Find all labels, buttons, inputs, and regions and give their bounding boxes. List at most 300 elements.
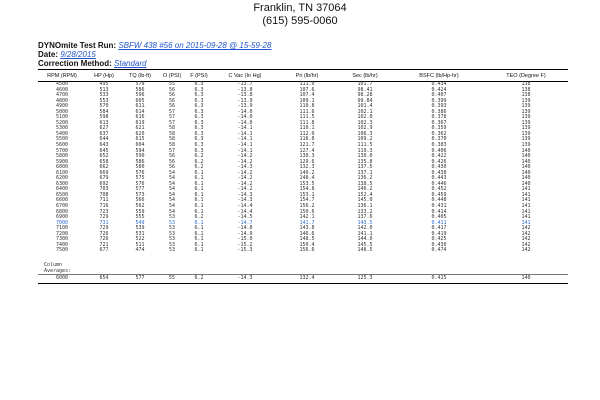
- table-cell: 137.6: [357, 214, 373, 221]
- table-cell: 6.1: [194, 197, 204, 204]
- table-cell: 615: [135, 136, 145, 143]
- table-cell: -14.2: [237, 153, 253, 160]
- table-cell: 5400: [55, 130, 69, 137]
- table-cell: 6.1: [194, 175, 204, 182]
- table-cell: 156.2: [299, 203, 315, 210]
- table-cell: 604: [135, 142, 145, 149]
- date-link[interactable]: 9/28/2015: [60, 50, 96, 59]
- table-cell: 573: [135, 191, 145, 198]
- table-cell: 139: [521, 97, 531, 104]
- table-cell: 142: [521, 225, 531, 232]
- table-cell: 5500: [55, 136, 69, 143]
- table-cell: 136.1: [357, 203, 373, 210]
- table-cell: 56: [168, 158, 176, 165]
- table-cell: 53: [168, 236, 176, 243]
- table-cell: 539: [135, 225, 145, 232]
- column-header-hp: HP (Hp): [86, 70, 122, 82]
- table-cell: 0.426: [431, 158, 447, 165]
- table-cell: 533: [99, 92, 109, 99]
- column-header-secondary: Sec (lb/hr): [336, 70, 394, 82]
- table-cell: 5900: [55, 158, 69, 165]
- column-header-rpm: RPM (RPM): [38, 70, 86, 82]
- table-cell: 139: [521, 119, 531, 126]
- table-cell: 0.407: [431, 92, 447, 99]
- table-cell: 6.3: [194, 147, 204, 154]
- table-cell: -14.0: [237, 108, 253, 115]
- table-cell: -14.3: [212, 274, 278, 283]
- table-cell: 54: [168, 197, 176, 204]
- table-cell: 5100: [55, 114, 69, 121]
- table-cell: 98.28: [357, 92, 373, 99]
- table-cell: 138: [521, 86, 531, 93]
- table-cell: 139: [521, 125, 531, 132]
- averages-label-line2: Averages:: [44, 267, 72, 274]
- table-cell: 5600: [55, 142, 69, 149]
- table-cell: 0.419: [431, 230, 447, 237]
- table-cell: 101.7: [357, 81, 373, 87]
- table-cell: 137.1: [357, 169, 373, 176]
- table-cell: 119.3: [357, 147, 373, 154]
- table-cell: 6.1: [194, 169, 204, 176]
- column-header-fuel-pressure: F (PSI): [186, 70, 212, 82]
- table-cell: 6.1: [194, 230, 204, 237]
- table-cell: 576: [135, 169, 145, 176]
- table-cell: 0.405: [431, 214, 447, 221]
- table-cell: 140: [521, 153, 531, 160]
- table-cell: 6.1: [194, 247, 204, 254]
- table-cell: -14.1: [237, 147, 253, 154]
- table-cell: 116.8: [299, 136, 315, 143]
- table-cell: 513: [99, 86, 109, 93]
- table-cell: 111.5: [357, 142, 373, 149]
- table-cell: 511: [135, 241, 145, 248]
- table-cell: 679: [99, 175, 109, 182]
- table-cell: 6.3: [194, 114, 204, 121]
- table-cell: 658: [99, 158, 109, 165]
- table-cell: 152.4: [357, 191, 373, 198]
- table-cell: 729: [99, 214, 109, 221]
- table-cell: 522: [135, 236, 145, 243]
- table-cell: 110.1: [299, 125, 315, 132]
- table-cell: -13.8: [237, 92, 253, 99]
- table-cell: 0.422: [431, 153, 447, 160]
- table-cell: 55: [168, 81, 176, 87]
- table-cell: 726: [99, 236, 109, 243]
- table-cell: 7000: [55, 219, 69, 226]
- table-cell: 555: [135, 214, 145, 221]
- table-cell: -14.9: [237, 230, 253, 237]
- table-cell: 6.1: [194, 236, 204, 243]
- table-cell: 6400: [55, 186, 69, 193]
- table-cell: 0.424: [431, 86, 447, 93]
- table-cell: 0.383: [431, 142, 447, 149]
- table-cell: 549: [135, 219, 145, 226]
- table-cell: 0.378: [431, 114, 447, 121]
- table-cell: 6000: [38, 274, 86, 283]
- table-cell: -15.0: [237, 236, 253, 243]
- table-cell: 5800: [55, 153, 69, 160]
- table-cell: 109.2: [357, 136, 373, 143]
- table-cell: 111.8: [299, 119, 315, 126]
- table-cell: 0.367: [431, 119, 447, 126]
- table-cell: 141.7: [299, 219, 315, 226]
- table-cell: -14.3: [237, 191, 253, 198]
- table-cell: 142: [521, 247, 531, 254]
- table-cell: 58: [168, 130, 176, 137]
- table-cell: 125.3: [336, 274, 394, 283]
- table-cell: -14.2: [237, 169, 253, 176]
- table-cell: 6300: [55, 180, 69, 187]
- table-cell: 645: [99, 147, 109, 154]
- table-cell: 620: [135, 130, 145, 137]
- table-cell: 141: [521, 208, 531, 215]
- table-cell: 669: [99, 169, 109, 176]
- table-cell: 5000: [55, 108, 69, 115]
- table-cell: 594: [135, 147, 145, 154]
- table-cell: 6.2: [194, 153, 204, 160]
- table-cell: 598: [99, 114, 109, 121]
- table-cell: 6700: [55, 203, 69, 210]
- table-cell: -13.8: [237, 86, 253, 93]
- table-cell: 148.5: [357, 247, 373, 254]
- table-cell: 613: [99, 119, 109, 126]
- table-cell: 139: [521, 114, 531, 121]
- table-cell: 133.2: [357, 208, 373, 215]
- table-cell: 111.6: [299, 108, 315, 115]
- table-cell: 111.0: [299, 81, 315, 87]
- date-row: [38, 50, 271, 59]
- table-cell: 146.2: [357, 186, 373, 193]
- table-cell: 6.3: [194, 130, 204, 137]
- averages-row: [38, 274, 568, 283]
- table-cell: 129.6: [299, 158, 315, 165]
- table-cell: 0.434: [431, 81, 447, 87]
- table-cell: 0.431: [431, 203, 447, 210]
- table-cell: 584: [99, 108, 109, 115]
- table-cell: 138.5: [357, 180, 373, 187]
- table-cell: 495: [99, 81, 109, 87]
- table-cell: 54: [168, 169, 176, 176]
- table-cell: 53: [168, 219, 176, 226]
- date-label: Date:: [38, 50, 59, 59]
- table-cell: -14.0: [237, 119, 253, 126]
- table-cell: -14.3: [237, 197, 253, 204]
- table-cell: 6.3: [194, 142, 204, 149]
- table-cell: 0.399: [431, 97, 447, 104]
- table-cell: 474: [135, 247, 145, 254]
- dyno-data-table: [38, 69, 568, 284]
- table-cell: 6.3: [194, 92, 204, 99]
- table-cell: 111.5: [299, 114, 315, 121]
- table-cell: 138: [521, 81, 531, 87]
- phone-line: (615) 595-0060: [262, 15, 338, 27]
- table-cell: 531: [135, 230, 145, 237]
- table-cell: 0.474: [431, 247, 447, 254]
- column-header-bsfc: BSFC (lb/Hp-hr): [394, 70, 484, 82]
- table-cell: 605: [135, 97, 145, 104]
- table-cell: 5700: [55, 147, 69, 154]
- column-header-tq: TQ (lb-ft): [122, 70, 158, 82]
- table-body: [38, 82, 568, 254]
- table-cell: 102.9: [357, 125, 373, 132]
- table-cell: 57: [168, 147, 176, 154]
- table-cell: -13.9: [237, 103, 253, 110]
- table-cell: -15.3: [237, 247, 253, 254]
- table-cell: 102.3: [357, 119, 373, 126]
- table-cell: 140: [521, 180, 531, 187]
- table-cell: 56: [168, 164, 176, 171]
- table-cell: 6.2: [194, 158, 204, 165]
- column-header-oil-pressure: O (PSI): [158, 70, 186, 82]
- table-cell: 577: [122, 274, 158, 283]
- column-header-vacuum: C Vac (In Hg): [212, 70, 278, 82]
- table-cell: 0.370: [431, 136, 447, 143]
- table-cell: 731: [99, 219, 109, 226]
- table-cell: 0.414: [431, 208, 447, 215]
- table-cell: 139: [521, 142, 531, 149]
- table-cell: 644: [99, 136, 109, 143]
- table-cell: 723: [99, 208, 109, 215]
- table-cell: -15.2: [237, 241, 253, 248]
- test-run-row: [38, 41, 271, 50]
- table-header-row: [38, 70, 568, 82]
- table-cell: 6200: [55, 175, 69, 182]
- table-cell: -14.2: [237, 180, 253, 187]
- table-cell: 619: [135, 119, 145, 126]
- table-cell: 729: [99, 225, 109, 232]
- table-cell: -14.0: [237, 114, 253, 121]
- table-cell: 4500: [55, 81, 69, 87]
- table-cell: 141.1: [357, 230, 373, 237]
- table-cell: 0.406: [431, 147, 447, 154]
- table-cell: 58: [168, 136, 176, 143]
- table-cell: 55: [158, 274, 186, 283]
- spacer-row: [38, 254, 568, 262]
- table-cell: 54: [168, 180, 176, 187]
- table-cell: 5300: [55, 125, 69, 132]
- table-cell: 56: [168, 103, 176, 110]
- table-cell: 614: [135, 108, 145, 115]
- table-cell: 6600: [55, 197, 69, 204]
- table-cell: 590: [135, 153, 145, 160]
- table-cell: 4700: [55, 92, 69, 99]
- table-cell: 58: [168, 142, 176, 149]
- table-cell: -14.2: [237, 158, 253, 165]
- table-cell: 6100: [55, 169, 69, 176]
- table-cell: 53: [168, 225, 176, 232]
- table-cell: 0.452: [431, 186, 447, 193]
- table-cell: 139: [521, 130, 531, 137]
- table-cell: 140: [521, 164, 531, 171]
- table-cell: 6.3: [194, 136, 204, 143]
- table-cell: -14.1: [237, 130, 253, 137]
- table-cell: 150.6: [299, 208, 315, 215]
- spacer-cell: [38, 254, 568, 262]
- table-cell: 692: [99, 180, 109, 187]
- table-cell: 5200: [55, 119, 69, 126]
- table-cell: 6.1: [194, 186, 204, 193]
- table-cell: 6800: [55, 208, 69, 215]
- table-cell: 6.3: [194, 86, 204, 93]
- test-run-link[interactable]: SBFW 438 #56 on 2015-09-28 @ 15-59-28: [118, 41, 272, 50]
- table-cell: 139: [521, 108, 531, 115]
- table-cell: 153.5: [299, 180, 315, 187]
- table-cell: -13.7: [237, 81, 253, 87]
- table-cell: 6.1: [194, 191, 204, 198]
- table-cell: 6.2: [186, 274, 212, 283]
- table-cell: 6.1: [194, 203, 204, 210]
- table-cell: 139: [521, 136, 531, 143]
- column-header-teo: TEO (Degree F): [484, 70, 568, 82]
- table-cell: 130.0: [357, 153, 373, 160]
- table-cell: 102.0: [357, 114, 373, 121]
- table-cell: -14.4: [237, 203, 253, 210]
- table-cell: 0.448: [431, 197, 447, 204]
- table-cell: 6.2: [194, 214, 204, 221]
- table-cell: 6.3: [194, 97, 204, 104]
- table-cell: 140: [521, 169, 531, 176]
- table-cell: 127.4: [299, 147, 315, 154]
- table-cell: 0.386: [431, 108, 447, 115]
- table-cell: 156.6: [299, 247, 315, 254]
- table-cell: -14.2: [237, 186, 253, 193]
- table-cell: 141: [521, 203, 531, 210]
- table-cell: 566: [135, 197, 145, 204]
- table-cell: 112.0: [299, 130, 315, 137]
- table-cell: 139: [521, 103, 531, 110]
- table-cell: -14.4: [237, 208, 253, 215]
- table-cell: 0.415: [394, 274, 484, 283]
- table-cell: 6.3: [194, 108, 204, 115]
- table-cell: 102.1: [357, 108, 373, 115]
- table-cell: 621: [135, 125, 145, 132]
- table-cell: 53: [168, 241, 176, 248]
- table-cell: 6.3: [194, 103, 204, 110]
- table-cell: 559: [135, 208, 145, 215]
- table-cell: 580: [135, 164, 145, 171]
- table-cell: 140: [484, 274, 568, 283]
- table-cell: 6500: [55, 191, 69, 198]
- table-cell: 54: [168, 203, 176, 210]
- correction-row: [38, 59, 271, 68]
- table-cell: 53: [168, 230, 176, 237]
- table-cell: 6.3: [194, 119, 204, 126]
- table-cell: 154.8: [299, 186, 315, 193]
- table-cell: -14.7: [237, 219, 253, 226]
- table-cell: 148.4: [299, 175, 315, 182]
- table-cell: 142.0: [357, 225, 373, 232]
- table-cell: 703: [99, 186, 109, 193]
- table-cell: 130.3: [299, 153, 315, 160]
- table-cell: 721: [99, 241, 109, 248]
- table-cell: -14.3: [237, 164, 253, 171]
- table-cell: 4800: [55, 97, 69, 104]
- table-cell: 6900: [55, 214, 69, 221]
- table-cell: 140: [521, 147, 531, 154]
- table-cell: 596: [135, 92, 145, 99]
- table-cell: 7300: [55, 236, 69, 243]
- table-cell: 146.6: [299, 230, 315, 237]
- table-cell: 56: [168, 153, 176, 160]
- table-cell: 140.2: [299, 169, 315, 176]
- table-cell: 6.1: [194, 208, 204, 215]
- table-cell: 56: [168, 97, 176, 104]
- table-cell: 56: [168, 92, 176, 99]
- table-cell: 6.1: [194, 219, 204, 226]
- table-cell: 553: [99, 97, 109, 104]
- table-cell: -14.1: [237, 125, 253, 132]
- table-cell: 54: [168, 175, 176, 182]
- table-cell: 109.1: [299, 97, 315, 104]
- table-cell: 616: [135, 114, 145, 121]
- table-cell: 0.425: [431, 236, 447, 243]
- table-cell: 708: [99, 191, 109, 198]
- table-cell: 575: [135, 175, 145, 182]
- table-cell: -14.1: [237, 142, 253, 149]
- table-cell: 0.459: [431, 191, 447, 198]
- table-cell: 141: [521, 186, 531, 193]
- table-cell: 576: [135, 180, 145, 187]
- correction-label: Correction Method:: [38, 59, 112, 68]
- table-cell: 132.3: [299, 164, 315, 171]
- table-cell: 138: [521, 92, 531, 99]
- table-cell: 140: [521, 158, 531, 165]
- table-cell: 654: [86, 274, 122, 283]
- table-cell: 4600: [55, 86, 69, 93]
- table-cell: 6.1: [194, 225, 204, 232]
- table-cell: 141: [521, 191, 531, 198]
- table-cell: 154.7: [299, 197, 315, 204]
- table-cell: 0.417: [431, 225, 447, 232]
- table-cell: 142: [521, 236, 531, 243]
- table-cell: 136.2: [357, 175, 373, 182]
- table-cell: 141: [521, 214, 531, 221]
- table-cell: 6.1: [194, 180, 204, 187]
- table-cell: 677: [99, 247, 109, 254]
- table-cell: 141: [521, 197, 531, 204]
- table-cell: 57: [168, 114, 176, 121]
- averages-label-line1: Column: [44, 261, 63, 268]
- table-cell: 107.4: [299, 92, 315, 99]
- table-cell: 652: [99, 153, 109, 160]
- table-cell: 577: [135, 186, 145, 193]
- table-cell: 54: [168, 191, 176, 198]
- table-cell: 145.5: [357, 241, 373, 248]
- address-city-line: Franklin, TN 37064: [253, 2, 347, 14]
- table-cell: 142: [521, 241, 531, 248]
- table-cell: 99.84: [357, 97, 373, 104]
- table-cell: 57: [168, 108, 176, 115]
- table-cell: 57: [168, 119, 176, 126]
- table-cell: 6.1: [194, 241, 204, 248]
- table-cell: 0.411: [431, 219, 447, 226]
- table-cell: 101.4: [357, 103, 373, 110]
- table-cell: 142: [521, 230, 531, 237]
- table-cell: -14.8: [237, 225, 253, 232]
- table-cell: 56: [168, 86, 176, 93]
- table-cell: 716: [99, 203, 109, 210]
- run-metadata: [38, 41, 271, 68]
- table-cell: 711: [99, 197, 109, 204]
- table-cell: 0.430: [431, 164, 447, 171]
- table-cell: 54: [168, 208, 176, 215]
- correction-link[interactable]: Standard: [114, 59, 147, 68]
- table-cell: 137.5: [357, 164, 373, 171]
- table-cell: 0.393: [431, 103, 447, 110]
- table-cell: 98.41: [357, 86, 373, 93]
- table-cell: 7100: [55, 225, 69, 232]
- table-cell: 53: [168, 247, 176, 254]
